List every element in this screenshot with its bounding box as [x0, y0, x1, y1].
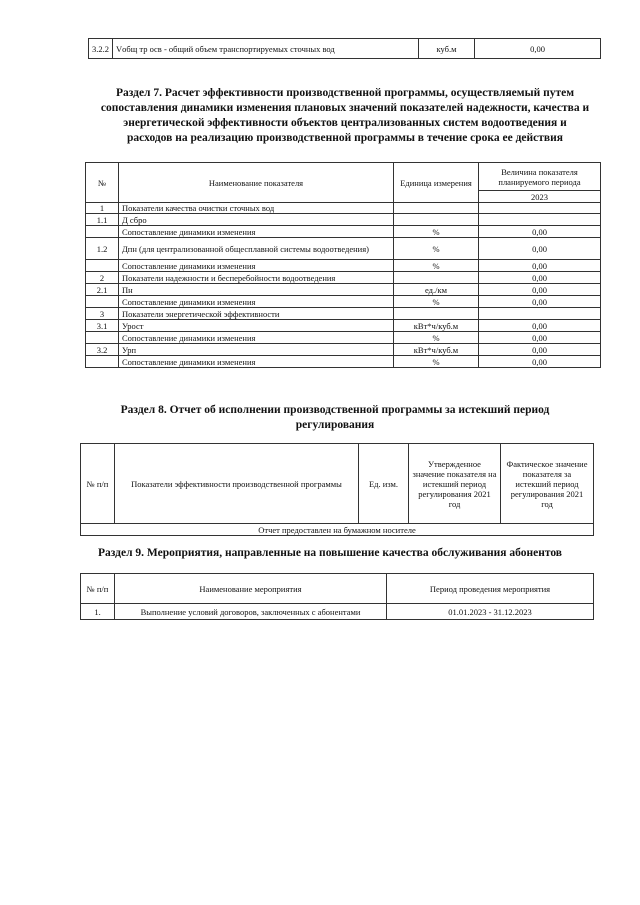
cell-value: 0,00 [479, 356, 601, 368]
row-name: Vобщ тр осв - общий объем транспортируемых сточных вод [113, 39, 419, 59]
table-row [86, 272, 601, 284]
cell-name: Сопоставление динамики изменения [119, 226, 394, 238]
s8-header-name: Показатели эффективности производственной программы [115, 444, 359, 524]
section9-title: Раздел 9. Мероприятия, направленные на повышение качества обслуживания абонентов [97, 547, 562, 559]
cell-name: Показатели энергетической эффективности [119, 308, 394, 320]
s9-header-num: № п/п [81, 574, 115, 604]
cell-num: 3 [86, 308, 119, 320]
table-row [81, 604, 594, 620]
cell-unit [394, 203, 479, 214]
cell-num: 3.1 [86, 320, 119, 332]
cell-value: 0,00 [479, 272, 601, 284]
cell-value: 0,00 [479, 344, 601, 356]
cell-unit [394, 214, 479, 226]
cell-num: 2.1 [86, 284, 119, 296]
cell-num: 3.2 [86, 344, 119, 356]
s8-header-unit: Ед. изм. [359, 444, 409, 524]
header-value: Величина показателя планируемого периода [479, 163, 601, 191]
cell-value: 0,00 [479, 260, 601, 272]
cell-num [86, 260, 119, 272]
cell-num [86, 226, 119, 238]
cell-name: Показатели качества очистки сточных вод [119, 203, 394, 214]
cell-value: 0,00 [479, 332, 601, 344]
cell-name: Дпн (для централизованной общесплавной системы водоотведения) [119, 238, 394, 260]
s9-header-period: Период проведения мероприятия [387, 574, 594, 604]
cell-name: Урост [119, 320, 394, 332]
header-num: № [86, 163, 119, 203]
table-row [86, 320, 601, 332]
section8-table [80, 443, 594, 536]
cell-value: 0,00 [479, 226, 601, 238]
cell-value: 0,00 [479, 296, 601, 308]
cell-num: 1.1 [86, 214, 119, 226]
section7-body [86, 203, 601, 368]
header-name: Наименование показателя [119, 163, 394, 203]
table-row [86, 356, 601, 368]
cell-unit: % [394, 238, 479, 260]
row-unit: куб.м [419, 39, 475, 59]
cell-unit: кВт*ч/куб.м [394, 344, 479, 356]
table-row [89, 39, 601, 59]
cell-unit [394, 308, 479, 320]
table-row [86, 214, 601, 226]
table-row [86, 284, 601, 296]
cell-unit: % [394, 296, 479, 308]
cell-num: 1.2 [86, 238, 119, 260]
section7-title: Раздел 7. Расчет эффективности производственной программы, осуществляемый путем сопоставления динамики изменения плановых значений показателей надежности, качества и энергетической эффективности объектов централизованных систем водоотведения и расходов на реализацию производственной программы в течение срока ее действия [100, 87, 590, 144]
cell-value: 0,00 [479, 320, 601, 332]
header-unit: Единица измерения [394, 163, 479, 203]
table-row [86, 344, 601, 356]
section8-title: Раздел 8. Отчет об исполнении производственной программы за истекший период регулирования [120, 404, 550, 431]
s8-header-num: № п/п [81, 444, 115, 524]
cell-value [479, 214, 601, 226]
cell-name: Выполнение условий договоров, заключенных с абонентами [115, 604, 387, 620]
table-row [86, 332, 601, 344]
cell-period: 01.01.2023 - 31.12.2023 [387, 604, 594, 620]
table-row [86, 260, 601, 272]
s8-header-approved: Утвержденное значение показателя на истекший период регулирования 2021 год [409, 444, 501, 524]
cell-unit: кВт*ч/куб.м [394, 320, 479, 332]
cell-num: 1. [81, 604, 115, 620]
cell-value [479, 203, 601, 214]
cell-name: Показатели надежности и бесперебойности водоотведения [119, 272, 394, 284]
section7-table [85, 162, 601, 368]
cell-value: 0,00 [479, 238, 601, 260]
cell-num [86, 296, 119, 308]
section9-body [81, 604, 594, 620]
cell-name: Сопоставление динамики изменения [119, 260, 394, 272]
cell-value [479, 308, 601, 320]
cell-unit: % [394, 356, 479, 368]
s9-header-name: Наименование мероприятия [115, 574, 387, 604]
cell-name: Пн [119, 284, 394, 296]
s8-note: Отчет предоставлен на бумажном носителе [81, 524, 594, 536]
row-num: 3.2.2 [89, 39, 113, 59]
cell-name: Урп [119, 344, 394, 356]
cell-unit: ед./км [394, 284, 479, 296]
cell-name: Д сбро [119, 214, 394, 226]
header-year: 2023 [479, 191, 601, 203]
cell-num: 2 [86, 272, 119, 284]
cell-unit: % [394, 226, 479, 238]
cell-num: 1 [86, 203, 119, 214]
cell-unit: % [394, 260, 479, 272]
cell-name: Сопоставление динамики изменения [119, 356, 394, 368]
cell-unit: % [394, 332, 479, 344]
top-continuation-table [88, 38, 601, 59]
s8-header-actual: Фактическое значение показателя за истекший период регулирования 2021 год [501, 444, 594, 524]
cell-num [86, 332, 119, 344]
section9-table [80, 573, 594, 620]
table-row [86, 203, 601, 214]
table-row [86, 226, 601, 238]
cell-name: Сопоставление динамики изменения [119, 332, 394, 344]
cell-value: 0,00 [479, 284, 601, 296]
row-value: 0,00 [475, 39, 601, 59]
cell-unit [394, 272, 479, 284]
table-row [86, 308, 601, 320]
table-row [86, 296, 601, 308]
table-row [86, 238, 601, 260]
cell-num [86, 356, 119, 368]
cell-name: Сопоставление динамики изменения [119, 296, 394, 308]
